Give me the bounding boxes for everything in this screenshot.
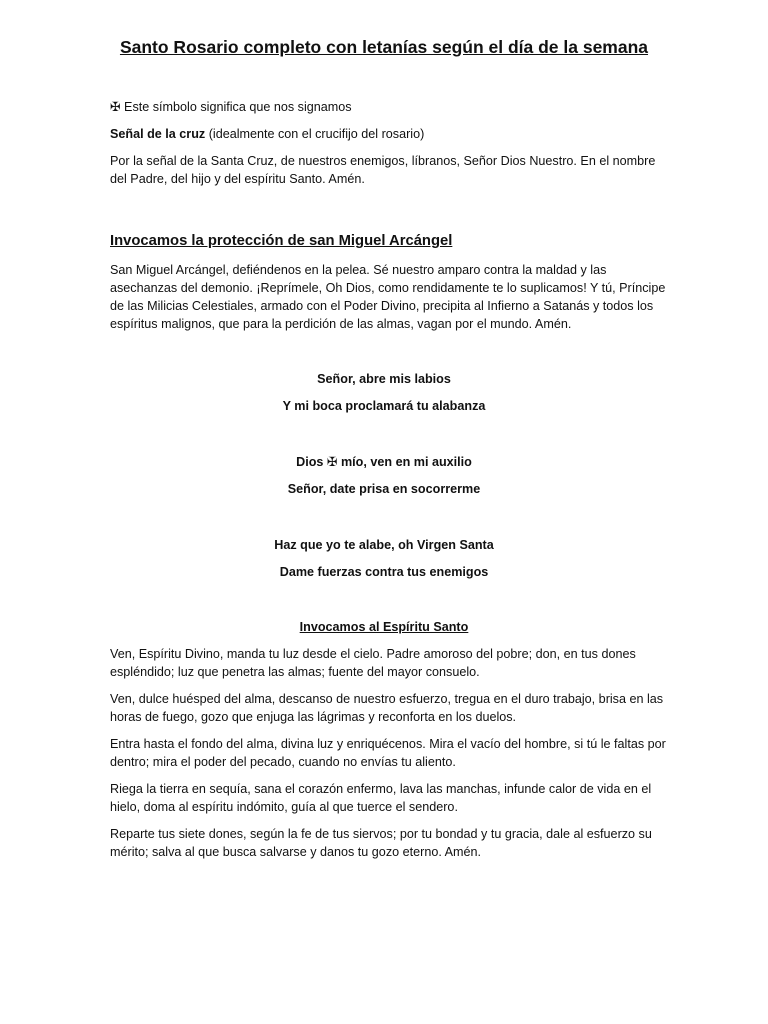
- holy-spirit-paragraph-2: Ven, dulce huésped del alma, descanso de nuestro esfuerzo, tregua en el duro trabajo, brisa en las horas de fuego, gozo que enjuga las lágrimas y reconforta en los duelos.: [110, 692, 664, 724]
- michael-heading: Invocamos la protección de san Miguel Arcángel: [110, 233, 453, 249]
- holy-spirit-paragraph-4: Riega la tierra en sequía, sana el corazón enfermo, lava las manchas, infunde calor de vida en el hielo, doma al espíritu indómito, guía al que tuerce el sendero.: [110, 782, 652, 814]
- versicle-3: [0, 453, 768, 471]
- versicle-4: Señor, date prisa en socorrerme: [287, 482, 481, 496]
- versicle-3-pre: Dios: [296, 455, 327, 469]
- cross-symbol-icon: ✠: [326, 455, 338, 469]
- michael-prayer: San Miguel Arcángel, defiéndenos en la pelea. Sé nuestro amparo contra la maldad y las asechanzas del demonio. ¡Reprímele, Oh Dios, como rendidamente te lo suplicamos! Y tú, Príncipe de las Milicias Celestiales, armado con el Poder Divino, precipita al Infierno a Satanás y todos los espíritus malignos, que para la perdición de las almas, vagan por el mundo. Amén.: [110, 263, 666, 331]
- sign-of-cross-note: (idealmente con el crucifijo del rosario): [205, 127, 425, 141]
- holy-spirit-heading: Invocamos al Espíritu Santo: [299, 620, 469, 634]
- document-title: Santo Rosario completo con letanías según el día de la semana: [119, 37, 649, 57]
- holy-spirit-paragraph-5: Reparte tus siete dones, según la fe de tus siervos; por tu bondad y tu gracia, dale al esfuerzo su mérito; salva al que busca salvarse y danos tu gozo eterno. Amén.: [110, 827, 652, 859]
- holy-spirit-paragraph-1: Ven, Espíritu Divino, manda tu luz desde el cielo. Padre amoroso del pobre; don, en tus dones espléndido; luz que penetra las almas; fuente del mayor consuelo.: [110, 647, 636, 679]
- versicle-2: Y mi boca proclamará tu alabanza: [282, 399, 486, 413]
- sign-of-cross-label: Señal de la cruz: [110, 127, 206, 141]
- symbol-note: [110, 98, 666, 116]
- versicle-6: Dame fuerzas contra tus enemigos: [279, 565, 489, 579]
- versicle-3-post: mío, ven en mi auxilio: [337, 455, 472, 469]
- versicle-5: Haz que yo te alabe, oh Virgen Santa: [274, 538, 494, 552]
- cross-symbol-icon: ✠: [110, 100, 121, 114]
- symbol-note-text: Este símbolo significa que nos signamos: [120, 100, 352, 114]
- sign-of-cross-line: [110, 125, 666, 143]
- sign-of-cross-prayer: Por la señal de la Santa Cruz, de nuestros enemigos, líbranos, Señor Dios Nuestro. En el nombre del Padre, del hijo y del espíritu Santo. Amén.: [110, 154, 656, 186]
- versicle-1: Señor, abre mis labios: [317, 372, 451, 386]
- holy-spirit-paragraph-3: Entra hasta el fondo del alma, divina luz y enriquécenos. Mira el vacío del hombre, si tú le faltas por dentro; mira el poder del pecado, cuando no envías tu aliento.: [110, 737, 666, 769]
